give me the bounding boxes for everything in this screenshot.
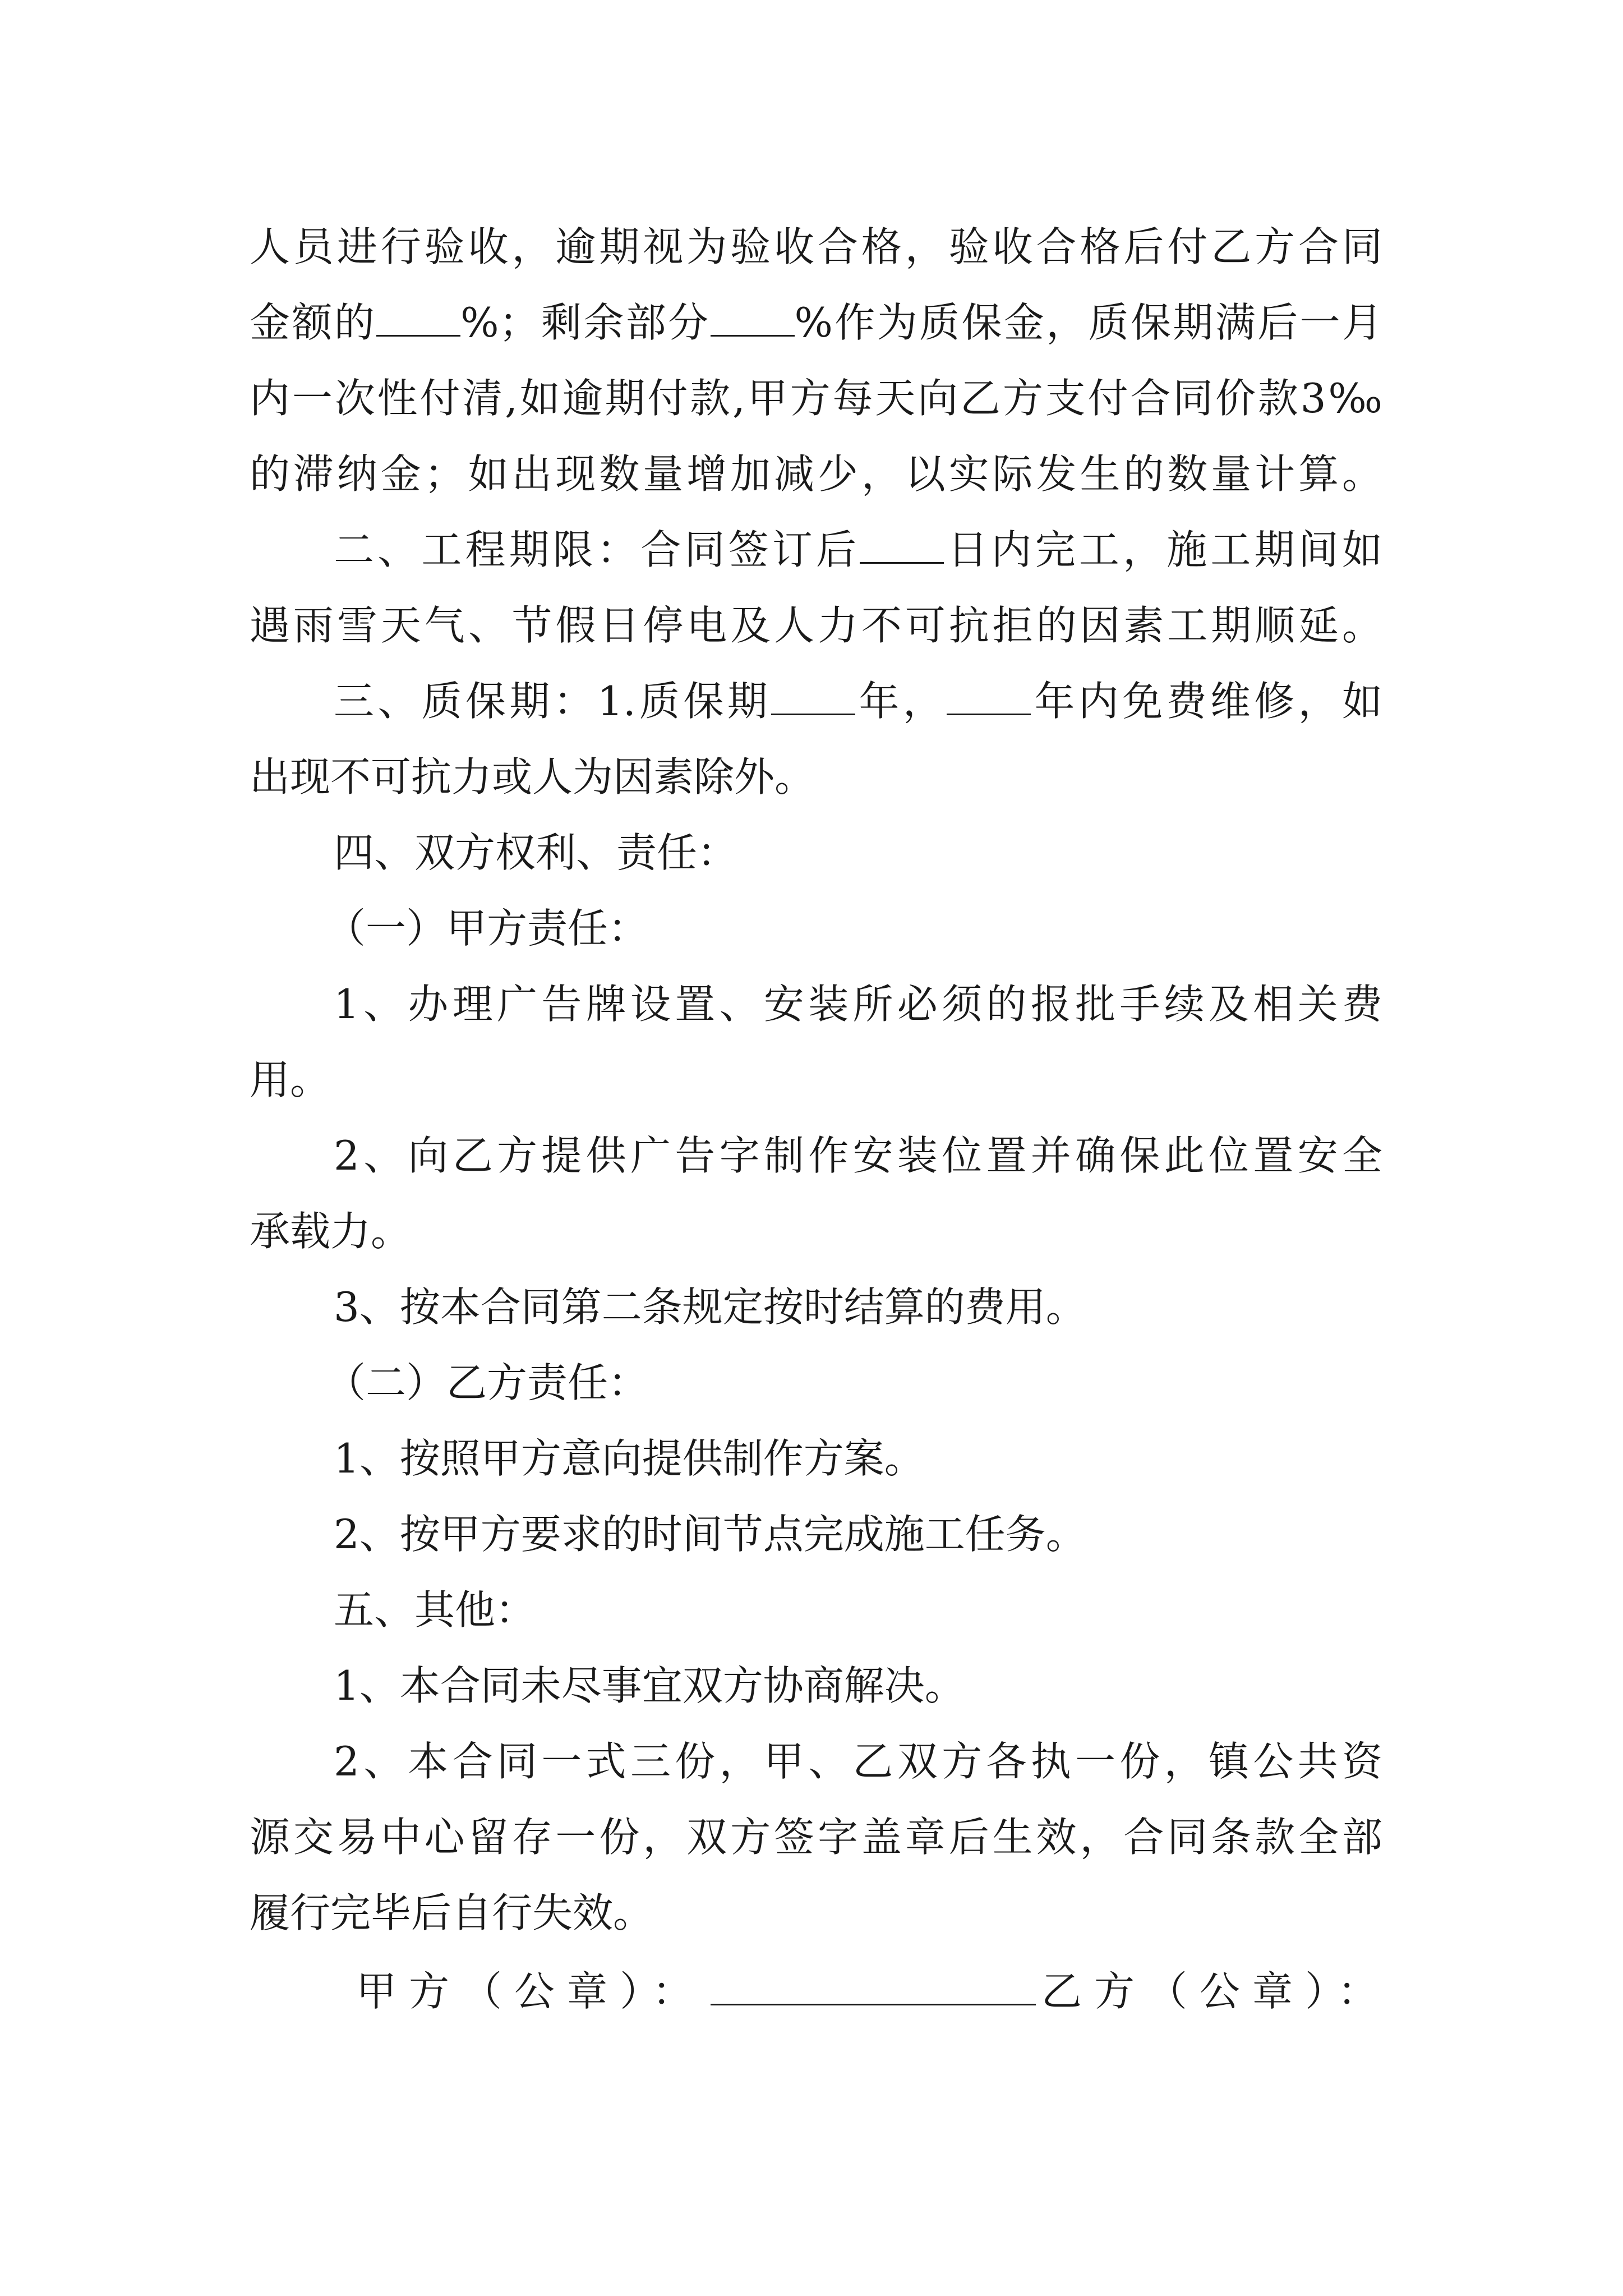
paragraph-line: 源交易中心留存一份，双方签字盖章后生效，合同条款全部 (250, 1814, 1382, 1861)
paragraph-line: 的滞纳金；如出现数量增加减少，以实际发生的数量计算。 (250, 450, 1382, 498)
line-text: 日内完工，施工期间如 (944, 526, 1382, 573)
line-text: 二、工程期限：合同签订后 (334, 526, 860, 573)
line-text: %；剩余部分 (460, 299, 711, 346)
list-item: 2、本合同一式三份，甲、乙双方各执一份，镇公共资 (334, 1738, 1382, 1785)
paragraph-line: 承载力。 (250, 1208, 412, 1255)
fill-in-blank[interactable] (711, 301, 795, 337)
line-text: %作为质保金，质保期满后一月 (794, 299, 1382, 346)
fill-in-blank[interactable] (860, 528, 944, 564)
line-text: 金额的 (250, 299, 377, 346)
paragraph-line: 出现不可抗力或人为因素除外。 (250, 753, 815, 800)
line-text: 年， (855, 678, 947, 725)
list-item: 1、按照甲方意向提供制作方案。 (334, 1435, 925, 1482)
list-item: 2、按甲方要求的时间节点完成施工任务。 (334, 1511, 1086, 1558)
party-a-signature-blank[interactable] (711, 1970, 1036, 2005)
subsection-heading: （一）甲方责任： (325, 905, 649, 952)
line-text: 年内免费维修，如 (1031, 678, 1382, 725)
document-page (250, 0, 1391, 2296)
subsection-heading: （二）乙方责任： (325, 1359, 649, 1406)
fill-in-blank[interactable] (376, 301, 460, 337)
fill-in-blank[interactable] (771, 680, 855, 715)
section-heading-line (250, 662, 1382, 740)
section-heading-line (250, 510, 1382, 589)
party-b-seal-label: 乙方（公章）： (1041, 1968, 1391, 2015)
paragraph-line: 履行完毕后自行失效。 (250, 1889, 654, 1936)
signature-line (250, 1952, 1391, 2031)
paragraph-line: 用。 (250, 1056, 331, 1103)
fill-in-blank[interactable] (947, 680, 1031, 715)
list-item: 2、向乙方提供广告字制作安装位置并确保此位置安全 (334, 1132, 1382, 1179)
section-heading: 五、其他： (334, 1586, 536, 1634)
list-item: 3、按本合同第二条规定按时结算的费用。 (334, 1283, 1086, 1331)
list-item: 1、本合同未尽事宜双方协商解决。 (334, 1662, 965, 1709)
section-heading: 四、双方权利、责任： (334, 829, 738, 876)
line-text: 三、质保期：1.质保期 (334, 678, 772, 725)
paragraph-line (250, 283, 1382, 362)
list-item: 1、办理广告牌设置、安装所必须的报批手续及相关费 (334, 981, 1382, 1028)
party-a-seal-label: 甲方（公章）： (356, 1968, 706, 2015)
paragraph-line: 内一次性付清,如逾期付款,甲方每天向乙方支付合同价款3‰ (250, 375, 1382, 422)
paragraph-line: 人员进行验收，逾期视为验收合格，验收合格后付乙方合同 (250, 223, 1382, 270)
paragraph-line: 遇雨雪天气、节假日停电及人力不可抗拒的因素工期顺延。 (250, 602, 1382, 649)
